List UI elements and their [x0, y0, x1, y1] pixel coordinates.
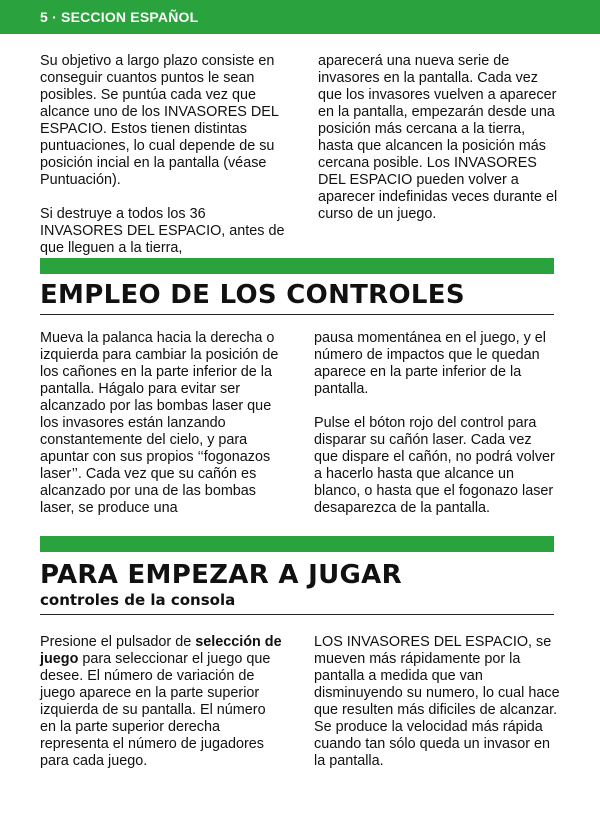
controles-right-column [314, 330, 558, 517]
emphasis-text: selección de juego [40, 634, 282, 667]
paragraph: Pulse el bóton rojo del control para disparar su cañón laser. Cada vez que dispare el cañón, no podrá volver a hacerlo hasta que alcance un blanco, o hasta que el fogonazo laser desaparezca de la pantalla. [314, 415, 555, 516]
intro-right-column [318, 53, 562, 223]
paragraph [40, 634, 285, 770]
paragraph: Si destruye a todos los 36 INVASORES DEL ESPACIO, antes de que lleguen a la tierra, [40, 206, 285, 256]
empezar-left-column [40, 634, 285, 770]
text-run: Presione el pulsador de [40, 634, 196, 650]
section-subtitle: controles de la consola [40, 591, 236, 609]
controles-left-column [40, 330, 290, 517]
paragraph: Su objetivo a largo plazo consiste en conseguir cuantos puntos le sean posibles. Se puntúa cada vez que alcance uno de los INVASORES DEL ESPACIO. Estos tienen distintas puntuaciones, lo cual depende de su posición incial en la pantalla (véase Puntuación). [40, 53, 279, 188]
paragraph: pausa momentánea en el juego, y el número de impactos que le quedan aparece en la parte inferior de la pantalla. [314, 330, 547, 397]
section-label: 5 · SECCION ESPAÑOL [40, 9, 199, 25]
header-bar [0, 0, 600, 34]
paragraph: LOS INVASORES DEL ESPACIO, se mueven más rápidamente por la pantalla a medida que van disminuyendo su numero, lo cual hace que resulten más dificiles de alcanzar. Se produce la velocidad más rápida cuando tan sólo queda un invasor en la pantalla. [314, 634, 560, 769]
section-divider-bar [40, 536, 554, 552]
section-title-controles: EMPLEO DE LOS CONTROLES [40, 280, 465, 310]
section-divider-bar [40, 258, 554, 274]
empezar-right-column [314, 634, 562, 770]
section-underline [40, 314, 554, 315]
section-underline [40, 614, 554, 615]
paragraph: Mueva la palanca hacia la derecha o izquierda para cambiar la posición de los cañones en la parte inferior de la pantalla. Hágalo para evitar ser alcanzado por las bombas laser que los invasores están lanzando constantemente del cielo, y para apuntar con sus propios ‘‘fogonazos laser’’. Cada vez que su cañón es alcanzado por una de las bombas laser, se produce una [40, 330, 279, 516]
text-run: para seleccionar el juego que desee. El número de variación de juego aparece en la parte superior izquierda de su pantalla. El número en la parte superior derecha representa el número de jugadores para cada juego. [40, 651, 271, 769]
intro-left-column [40, 53, 290, 257]
section-title-empezar: PARA EMPEZAR A JUGAR [40, 560, 402, 590]
paragraph: aparecerá una nueva serie de invasores en la pantalla. Cada vez que los invasores vuelven a aparecer en la pantalla, empezarán desde una posición más cercana a la tierra, hasta que alcancen la posición más cercana posible. Los INVASORES DEL ESPACIO pueden volver a aparecer indefinidas veces durante el curso de un juego. [318, 53, 558, 222]
